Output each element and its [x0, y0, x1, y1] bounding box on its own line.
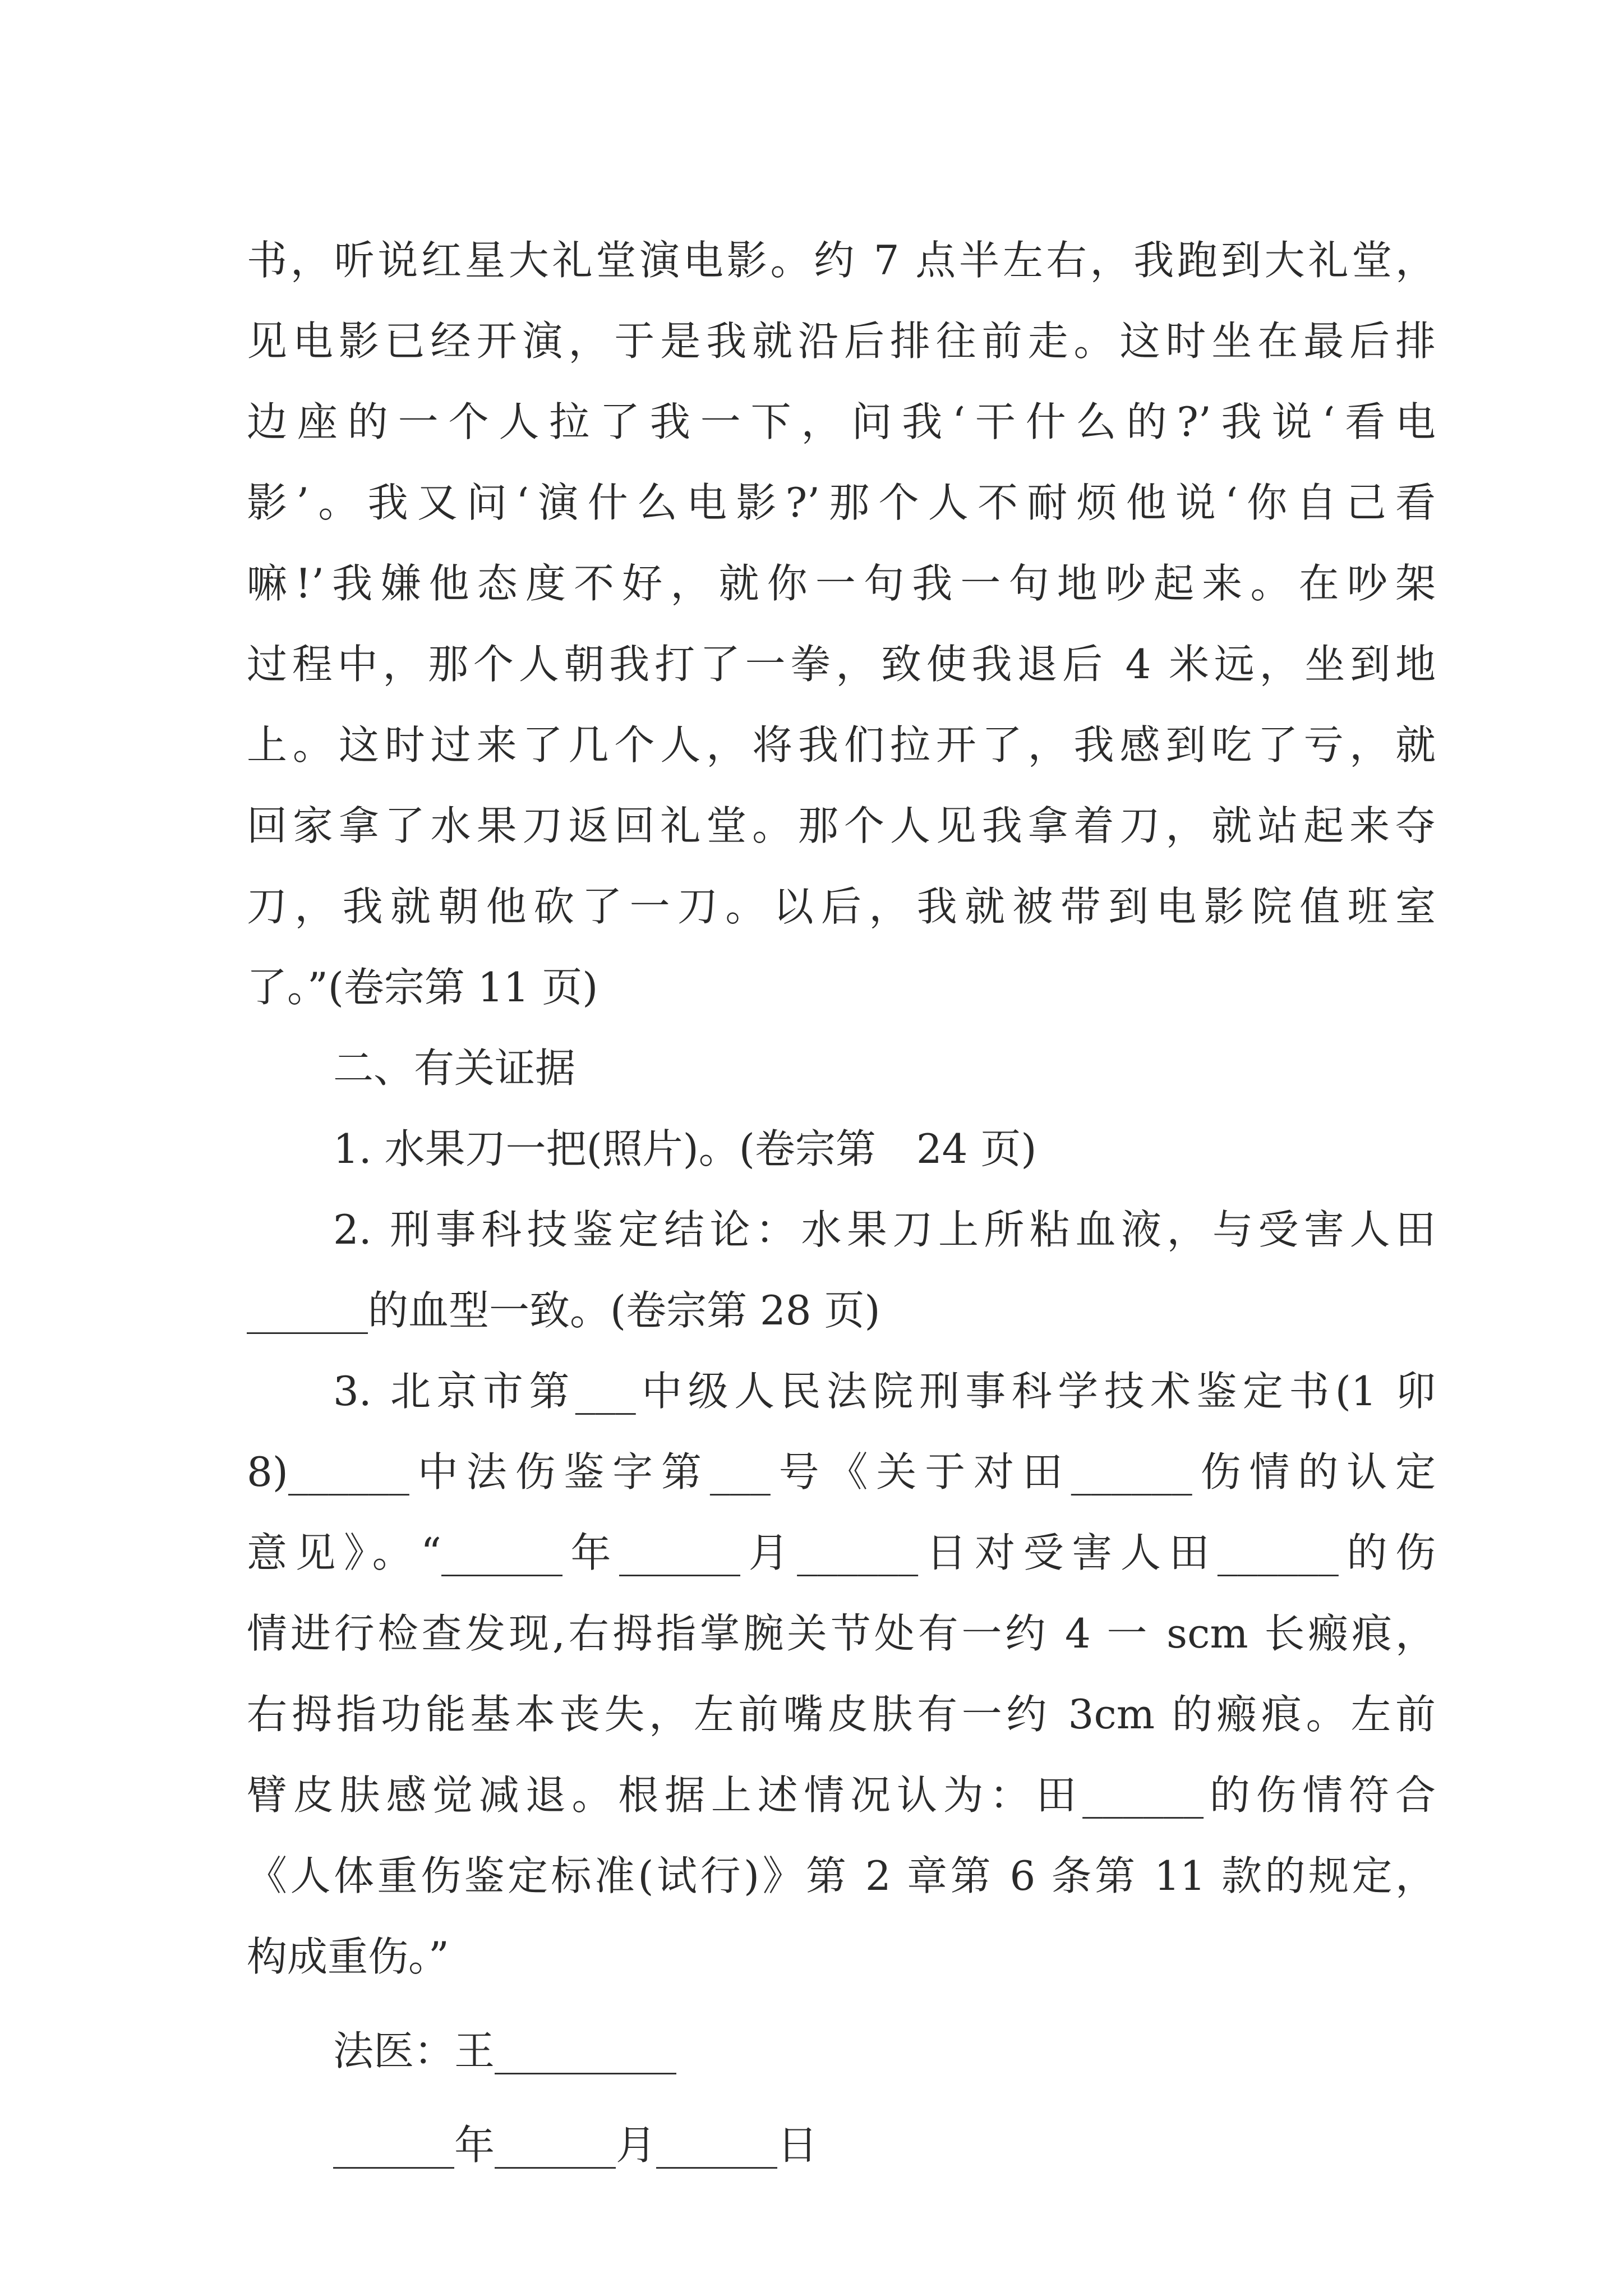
evidence-item-3-continued: 8)______中法伤鉴字第___号《关于对田______伤情的认定 — [247, 1448, 1436, 1496]
evidence-item-3: 3. 北京市第___中级人民法院刑事科学技术鉴定书(1 卯 — [333, 1368, 1436, 1415]
evidence-item-2: 2. 刑事科技鉴定结论：水果刀上所粘血液，与受害人田 — [333, 1206, 1436, 1253]
section-heading: 二、有关证据 — [333, 1045, 576, 1092]
paragraph-line: 刀，我就朝他砍了一刀。以后，我就被带到电影院值班室 — [247, 883, 1436, 930]
paragraph-line: 见电影已经开演，于是我就沿后排往前走。这时坐在最后排 — [247, 318, 1436, 365]
evidence-item-3-continued: 《人体重伤鉴定标准(试行)》第 2 章第 6 条第 11 款的规定， — [247, 1852, 1436, 1899]
paragraph-line: 回家拿了水果刀返回礼堂。那个人见我拿着刀，就站起来夺 — [247, 802, 1436, 849]
paragraph-line: 嘛!’我嫌他态度不好，就你一句我一句地吵起来。在吵架 — [247, 560, 1436, 607]
evidence-item-2-continued: ______的血型一致。(卷宗第 28 页) — [247, 1287, 880, 1334]
paragraph-line: 影’。我又问‘演什么电影?’那个人不耐烦他说‘你自己看 — [247, 479, 1436, 526]
signature-date: ______年______月______日 — [333, 2122, 818, 2169]
paragraph-line: 了。”(卷宗第 11 页) — [247, 964, 598, 1011]
evidence-item-3-continued: 右拇指功能基本丧失，左前嘴皮肤有一约 3cm 的瘢痕。左前 — [247, 1691, 1436, 1738]
paragraph-line: 过程中，那个人朝我打了一拳，致使我退后 4 米远，坐到地 — [247, 641, 1436, 688]
evidence-item-3-continued: 意见》。“______年______月______日对受害人田______的伤 — [247, 1529, 1436, 1576]
paragraph-line: 上。这时过来了几个人，将我们拉开了，我感到吃了亏，就 — [247, 721, 1436, 769]
forensic-examiner-signature: 法医：王_________ — [333, 2027, 677, 2074]
evidence-item-1: 1. 水果刀一把(照片)。(卷宗第 24 页) — [333, 1125, 1037, 1172]
evidence-item-3-continued: 情进行检查发现,右拇指掌腕关节处有一约 4 一 scm 长瘢痕， — [247, 1610, 1436, 1657]
document-body — [247, 220, 1436, 2185]
paragraph-line: 书，听说红星大礼堂演电影。约 7 点半左右，我跑到大礼堂， — [247, 237, 1436, 284]
paragraph-line: 边座的一个人拉了我一下，问我‘干什么的?’我说‘看电 — [247, 398, 1436, 445]
evidence-item-3-continued: 臂皮肤感觉减退。根据上述情况认为：田______的伤情符合 — [247, 1772, 1436, 1819]
evidence-item-3-continued: 构成重伤。” — [247, 1933, 449, 1980]
